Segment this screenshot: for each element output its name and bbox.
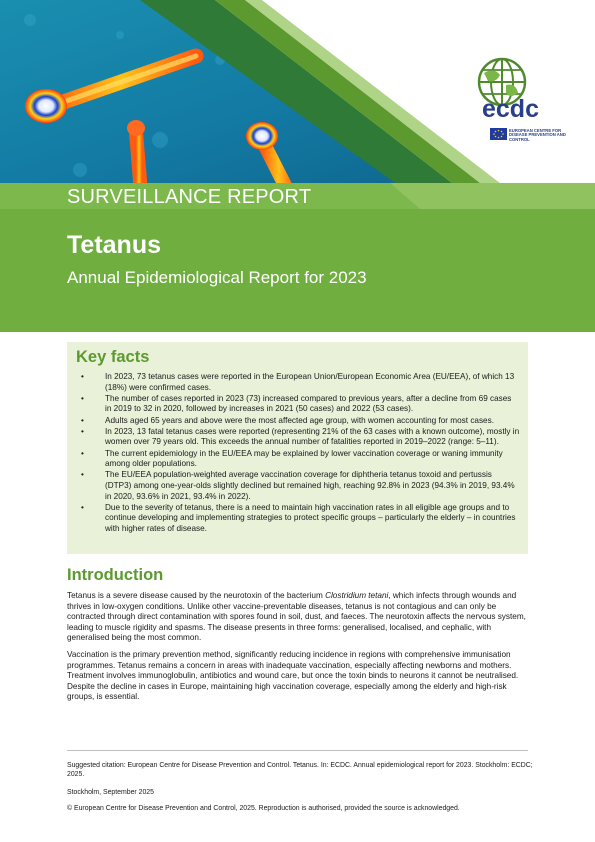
key-facts-heading: Key facts	[76, 348, 150, 366]
introduction-paragraph-1	[67, 591, 532, 644]
key-fact-item: • In 2023, 73 tetanus cases were reported in the European Union/European Economic Area (EU/EEA), of which 13 (18%) were confirmed cases.	[76, 372, 520, 393]
report-title: Tetanus	[67, 231, 161, 259]
series-label: SURVEILLANCE REPORT	[67, 186, 312, 208]
suggested-citation: Suggested citation: European Centre for Disease Prevention and Control. Tetanus. In: ECDC. Annual epidemiological report for 2023. Stockholm: ECDC; 2025.	[67, 762, 533, 779]
intro-p1-text-start: Tetanus is a severe disease caused by the neurotoxin of the bacterium	[67, 591, 326, 600]
key-fact-item: • The EU/EEA population-weighted average vaccination coverage for diphtheria tetanus toxoid and pertussis (DTP3) among one-year-olds slightly declined but remained high, reaching 92.8% in 2023 (94.3% in 2019, 93.4% in 2020, 93.6% in 2021, 93.4% in 2022).	[76, 470, 520, 502]
key-fact-item: • The number of cases reported in 2023 (73) increased compared to previous years, after a decline from 69 cases in 2019 to 32 in 2020, followed by increases in 2021 (50 cases) and 2022 (53 cases).	[76, 394, 520, 415]
key-fact-item: • Adults aged 65 years and above were the most affected age group, with women accounting for most cases.	[76, 416, 520, 427]
ecdc-logo-subtext: EUROPEAN CENTRE FOR DISEASE PREVENTION AND CONTROL	[509, 128, 566, 142]
key-facts-box	[67, 342, 528, 554]
key-facts-list	[76, 372, 520, 534]
report-header	[0, 0, 595, 332]
ecdc-wordmark: ecdc	[482, 95, 539, 123]
bacterium-species-name: Clostridium tetani	[325, 591, 389, 600]
key-fact-item: • In 2023, 13 fatal tetanus cases were reported (representing 21% of the 63 cases with a known outcome), mostly in women over 79 years old. This exceeds the annual number of fatalities reported in 2019–2022 (range: 5–11).	[76, 427, 520, 448]
copyright-notice: © European Centre for Disease Prevention and Control, 2025. Reproduction is authorised, provided the source is acknowledged.	[67, 805, 460, 812]
key-fact-item: • Due to the severity of tetanus, there is a need to maintain high vaccination rates in all eligible age groups and to continue developing and implementing strategies to protect specific groups – particularly the elderly – in countries with higher rates of disease.	[76, 503, 520, 535]
publication-place-date: Stockholm, September 2025	[67, 789, 154, 796]
introduction-heading: Introduction	[67, 566, 164, 584]
intro-p1-text-end: , which infects through wounds and thrives in low-oxygen conditions. Unlike other vaccine-preventable diseases, tetanus is not contagious and can only be contracted through direct contamination with spores found in soil, dust, and faeces. The neurotoxin affects the nervous system, leading to muscle rigidity and spasms. The disease presents in three forms: generalised, localised, and cephalic, with generalised being the most common.	[67, 591, 526, 643]
key-fact-item: • The current epidemiology in the EU/EEA may be explained by lower vaccination coverage or waning immunity among older populations.	[76, 449, 520, 470]
introduction-paragraph-2: Vaccination is the primary prevention method, significantly reducing incidence in regions with comprehensive immunisation programmes. Tetanus remains a concern in areas with inadequate vaccination, especially affecting newborns and mothers. Treatment involves immunoglobulin, antibiotics and wound care, but once the toxin binds to neurons it cannot be neutralised. Despite the decline in cases in Europe, maintaining high vaccination coverage, especially among the elderly and high-risk groups, is essential.	[67, 650, 519, 702]
footer-divider	[67, 750, 528, 751]
report-subtitle: Annual Epidemiological Report for 2023	[67, 268, 367, 287]
